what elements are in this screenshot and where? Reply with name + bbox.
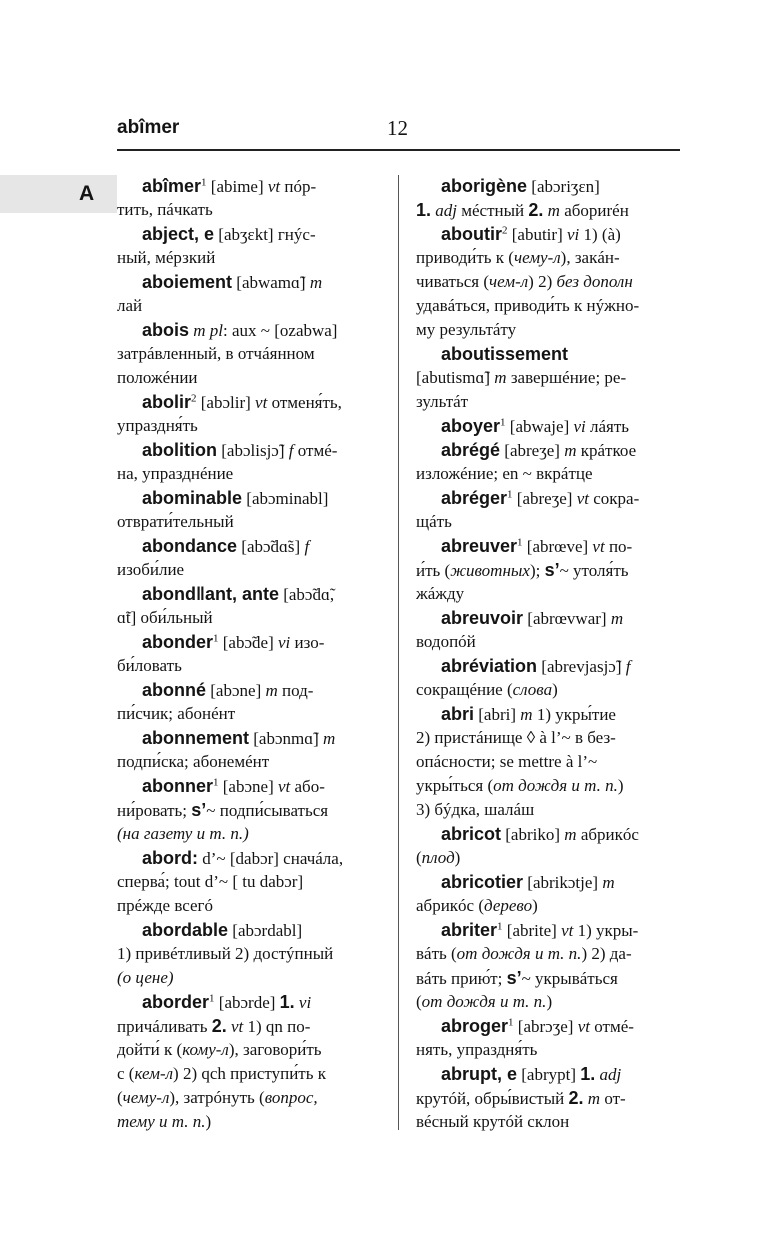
entry-text: ) 2) <box>528 272 557 291</box>
italic-text: vt <box>277 777 291 796</box>
continuation-line <box>117 1014 373 1038</box>
entry-text: крутóй, обры́вистый <box>416 1089 569 1108</box>
entry-text: ) <box>552 680 558 699</box>
entry-text: [abrite] <box>502 921 562 940</box>
entry-text: [abrœve] <box>522 537 593 556</box>
entry-line <box>416 870 680 894</box>
column-divider <box>398 175 399 1130</box>
headword: s’ <box>544 560 560 580</box>
entry-text: дойти́ к ( <box>117 1040 183 1059</box>
italic-text: от дождя и т. п. <box>493 776 618 795</box>
entry-text: [abɔlisjɔ̃] <box>217 441 289 460</box>
italic-text: (о цене) <box>117 968 174 987</box>
headword: abrégé <box>441 440 501 460</box>
entry-text: ) <box>617 776 624 795</box>
entry-text: [abrœvwar] <box>523 609 611 628</box>
entry-line <box>416 654 680 678</box>
entry-text: ) <box>454 848 461 867</box>
entry-text: 3) бýдка, шалáш <box>416 800 535 819</box>
entry-text: 1) укры́тие <box>532 705 616 724</box>
italic-text: m <box>323 729 336 748</box>
entry-line <box>117 678 373 702</box>
entry-text: [abreʒe] <box>500 441 565 460</box>
left-column <box>117 174 373 1134</box>
entry-text: 1) привéтливый 2) достýпный <box>117 944 334 963</box>
entry-text: лáять <box>585 417 630 436</box>
continuation-line <box>117 942 373 966</box>
italic-text: чему-л <box>122 1088 170 1107</box>
italic-text: m <box>564 825 577 844</box>
italic-text: m <box>587 1089 601 1108</box>
entry-text: абориréн <box>559 201 629 220</box>
entry-text: [abɔnmɑ̃] <box>249 729 324 748</box>
entry-text: 1) (à) <box>579 225 621 244</box>
entry-line <box>416 486 680 510</box>
continuation-line <box>117 870 373 894</box>
headword: abréger <box>441 488 508 508</box>
entry-text: отврати́тельный <box>117 512 234 531</box>
headword: 1. <box>279 992 295 1012</box>
entry-text: 1) укры- <box>573 921 639 940</box>
entry-text: чиваться ( <box>416 272 490 291</box>
continuation-line <box>117 798 373 822</box>
continuation-line <box>416 390 680 414</box>
italic-text: m <box>610 609 624 628</box>
entry-text: изложéние; en ~ вкрáтце <box>416 464 593 483</box>
continuation-line <box>416 582 680 606</box>
entry-text: [abrɔʒe] <box>513 1017 578 1036</box>
continuation-line <box>416 1038 680 1062</box>
entry-text: : aux ~ [ozabwa] <box>223 321 338 340</box>
entry-text: вáть прию́т; <box>416 969 507 988</box>
entry-text: ( <box>117 1088 123 1107</box>
entry-text: укры́ться ( <box>416 776 494 795</box>
superscript-index: 1 <box>213 632 219 645</box>
continuation-line <box>416 990 680 1014</box>
entry-text: ɑ̃t] оби́льный <box>117 608 213 627</box>
superscript-index: 2 <box>191 392 197 405</box>
entry-text: [abrevjasjɔ̃] <box>537 657 626 676</box>
headword: abord: <box>142 848 198 868</box>
headword: aborder <box>142 992 210 1012</box>
continuation-line <box>117 1110 373 1134</box>
entry-text: [abime] <box>206 177 268 196</box>
italic-text: f <box>288 441 294 460</box>
entry-text: ), закáн- <box>560 248 620 267</box>
header-rule <box>117 149 680 151</box>
italic-text: m <box>265 681 278 700</box>
italic-text: от дождя и т. п. <box>456 944 582 963</box>
entry-line <box>117 726 373 750</box>
continuation-line <box>117 558 373 582</box>
continuation-line <box>416 750 680 774</box>
italic-text: слова <box>512 680 553 699</box>
headword: abrupt, e <box>441 1064 518 1084</box>
italic-text: vt <box>267 177 281 196</box>
entry-text: и́ть ( <box>416 561 451 580</box>
entry-text: [abri] <box>474 705 521 724</box>
headword: abonner <box>142 776 214 796</box>
entry-text: ) <box>205 1112 212 1131</box>
italic-text: m <box>602 873 615 892</box>
continuation-line <box>117 366 373 390</box>
superscript-index: 1 <box>508 1016 514 1029</box>
entry-line <box>416 1014 680 1038</box>
entry-text: [abʒɛkt] гнýс- <box>214 225 316 244</box>
entry-text: ~ подпи́сываться <box>206 801 329 820</box>
entry-text: [abɔminabl] <box>242 489 329 508</box>
italic-text: плод <box>421 848 455 867</box>
continuation-line <box>117 1038 373 1062</box>
headword: aboiement <box>142 272 233 292</box>
italic-text: vi <box>277 633 291 652</box>
headword: abondance <box>142 536 238 556</box>
entry-text: [abwaje] <box>505 417 574 436</box>
italic-text: m pl <box>193 321 224 340</box>
superscript-index: 1 <box>213 776 219 789</box>
entry-text: жáжду <box>416 584 465 603</box>
headword: abolition <box>142 440 217 460</box>
headword: 2. <box>528 200 544 220</box>
entry-line <box>117 390 373 414</box>
entry-text: абрикóс ( <box>416 896 485 915</box>
entry-text: зультáт <box>416 392 469 411</box>
entry-text: [abreʒe] <box>512 489 577 508</box>
entry-text: [abriko] <box>501 825 565 844</box>
entry-line <box>416 534 680 558</box>
entry-line <box>117 270 373 294</box>
entry-text: от- <box>600 1089 626 1108</box>
headword: s’ <box>506 968 522 988</box>
continuation-line <box>416 774 680 798</box>
entry-line <box>117 438 373 462</box>
entry-line <box>416 222 680 246</box>
headword: abonnement <box>142 728 250 748</box>
headword: abîmer <box>142 176 202 196</box>
continuation-line <box>117 1086 373 1110</box>
continuation-line <box>117 606 373 630</box>
continuation-line <box>416 366 680 390</box>
continuation-line <box>416 798 680 822</box>
entry-text: опáсности; se mettre à l’~ <box>416 752 598 771</box>
entry-text: ) <box>546 992 553 1011</box>
entry-text: d’~ [dabɔr] сначáла, <box>198 849 344 868</box>
entry-text: лай <box>117 296 143 315</box>
entry-text: [abutir] <box>507 225 567 244</box>
headword: abreuvoir <box>441 608 524 628</box>
entry-line <box>416 342 680 366</box>
entry-text: отмé- <box>589 1017 634 1036</box>
continuation-line <box>416 942 680 966</box>
entry-text: водопóй <box>416 632 476 651</box>
entry-text: [abɔ̃dɑ̃, <box>278 585 335 604</box>
italic-text: vi <box>298 993 312 1012</box>
continuation-line <box>117 294 373 318</box>
italic-text: тему и т. п. <box>117 1112 206 1131</box>
entry-line <box>416 606 680 630</box>
headword: s’ <box>191 800 207 820</box>
entry-text: 1) qn по- <box>243 1017 311 1036</box>
entry-text: прéжде всегó <box>117 896 214 915</box>
italic-text: m <box>494 368 507 387</box>
headword: aboyer <box>441 416 501 436</box>
superscript-index: 1 <box>517 536 523 549</box>
letter-thumb-tab <box>0 175 117 213</box>
entry-text: му результáту <box>416 320 517 339</box>
continuation-line <box>117 702 373 726</box>
continuation-line <box>117 246 373 270</box>
entry-text: приводи́ть к ( <box>416 248 514 267</box>
headword: abricotier <box>441 872 524 892</box>
italic-text: adj <box>435 201 457 220</box>
entry-line <box>117 222 373 246</box>
entry-line <box>416 822 680 846</box>
headword: 2. <box>211 1016 227 1036</box>
italic-text: дерево <box>484 896 533 915</box>
entry-text: мéстный <box>457 201 529 220</box>
continuation-line <box>416 510 680 534</box>
continuation-line <box>416 630 680 654</box>
page-number: 12 <box>387 116 408 140</box>
entry-text: отменя́ть, <box>267 393 342 412</box>
headword: abominable <box>142 488 243 508</box>
entry-text: положéнии <box>117 368 198 387</box>
superscript-index: 1 <box>500 416 506 429</box>
entry-line <box>117 318 373 342</box>
headword: abject, e <box>142 224 215 244</box>
entry-text: ) 2) qch приступи́ть к <box>173 1064 326 1083</box>
continuation-line <box>117 966 373 990</box>
entry-text: ( <box>416 848 422 867</box>
italic-text: m <box>520 705 533 724</box>
continuation-line <box>416 678 680 702</box>
continuation-line <box>117 822 373 846</box>
headword: aboutir <box>441 224 502 244</box>
entry-text: затрáвленный, в отчáянном <box>117 344 315 363</box>
italic-text: от дождя и т. п. <box>421 992 547 1011</box>
continuation-line <box>416 318 680 342</box>
continuation-line <box>416 894 680 918</box>
headword: 1. <box>416 200 432 220</box>
superscript-index: 2 <box>502 224 508 237</box>
continuation-line <box>117 462 373 486</box>
headword: abri <box>441 704 475 724</box>
entry-line <box>416 918 680 942</box>
entry-line <box>416 414 680 438</box>
italic-text: vt <box>592 537 605 556</box>
entry-text: нять, упраздня́ть <box>416 1040 538 1059</box>
entry-line <box>117 630 373 654</box>
running-header-word: abîmer <box>117 117 180 138</box>
entry-text: ~ укрывáться <box>521 969 618 988</box>
entry-text: под- <box>277 681 314 700</box>
entry-line <box>416 702 680 726</box>
headword: aborigène <box>441 176 528 196</box>
entry-text: би́ловать <box>117 656 182 675</box>
entry-text: [abɔrdabl] <box>228 921 303 940</box>
entry-line <box>117 846 373 870</box>
italic-text: кому-л <box>182 1040 229 1059</box>
entry-line <box>416 1062 680 1086</box>
headword: abroger <box>441 1016 509 1036</box>
entry-text: [abɔne] <box>206 681 266 700</box>
entry-text: на, упразднéние <box>117 464 234 483</box>
continuation-line <box>416 558 680 582</box>
italic-text: vi <box>566 225 580 244</box>
entry-text: причáливать <box>117 1017 212 1036</box>
entry-text: с ( <box>117 1064 135 1083</box>
entry-text: ) <box>532 896 538 915</box>
continuation-line <box>117 510 373 534</box>
continuation-line <box>416 726 680 750</box>
entry-text: ) 2) да- <box>581 944 632 963</box>
entry-line <box>117 174 373 198</box>
headword: abond‖ant, ante <box>142 584 279 604</box>
entry-text: ( <box>416 992 422 1011</box>
italic-text: m <box>547 201 560 220</box>
entry-text: ), заговори́ть <box>228 1040 322 1059</box>
entry-text: вáть ( <box>416 944 457 963</box>
entry-text: [abɔlir] <box>196 393 256 412</box>
superscript-index: 1 <box>201 176 207 189</box>
entry-text: пи́счик; абонéнт <box>117 704 236 723</box>
entry-text: удавáться, приводи́ть к нýжно- <box>416 296 640 315</box>
continuation-line <box>117 894 373 918</box>
entry-text: ), затрóнуть ( <box>169 1088 265 1107</box>
italic-text: vi <box>573 417 586 436</box>
entry-text: вéсный крутóй склон <box>416 1112 570 1131</box>
italic-text: без дополн <box>556 272 633 291</box>
entry-text: [abɔrde] <box>214 993 280 1012</box>
entry-text: 2) пристáнище ◊ à l’~ в без- <box>416 728 616 747</box>
headword: abois <box>142 320 190 340</box>
entry-line <box>416 174 680 198</box>
continuation-line <box>416 1110 680 1134</box>
headword: aboutissement <box>441 344 569 364</box>
entry-text: завершéние; ре- <box>506 368 627 387</box>
continuation-line <box>416 1086 680 1110</box>
headword: abonder <box>142 632 214 652</box>
entry-line <box>117 918 373 942</box>
italic-text: m <box>564 441 577 460</box>
entry-line <box>117 534 373 558</box>
italic-text: кем-л <box>134 1064 174 1083</box>
italic-text: вопрос, <box>264 1088 318 1107</box>
superscript-index: 1 <box>497 920 503 933</box>
entry-text: [abutismɑ̃] <box>416 368 495 387</box>
entry-text: [abrypt] <box>517 1065 581 1084</box>
continuation-line <box>117 342 373 366</box>
continuation-line <box>117 654 373 678</box>
entry-text: изо- <box>290 633 325 652</box>
entry-text: [abɔ̃de] <box>218 633 278 652</box>
italic-text: vt <box>230 1017 244 1036</box>
entry-line <box>117 486 373 510</box>
superscript-index: 1 <box>209 992 215 1005</box>
entry-text: [abɔ̃dɑ̃s] <box>237 537 305 556</box>
entry-text: абрикóс <box>576 825 639 844</box>
entry-text: упраздня́ть <box>117 416 198 435</box>
entry-line <box>416 438 680 462</box>
italic-text: vt <box>561 921 574 940</box>
italic-text: f <box>625 657 631 676</box>
entry-text: сперва́; tout d’~ [ tu dabɔr] <box>117 872 304 891</box>
entry-text: [abɔriʒɛn] <box>527 177 600 196</box>
continuation-line <box>117 750 373 774</box>
entry-line <box>117 990 373 1014</box>
italic-text: чему-л <box>513 248 561 267</box>
entry-text: изоби́лие <box>117 560 185 579</box>
italic-text: животных <box>450 561 530 580</box>
entry-text: сокращéние ( <box>416 680 513 699</box>
entry-text: подпи́ска; абонемéнт <box>117 752 270 771</box>
entry-text: пóр- <box>280 177 317 196</box>
superscript-index: 1 <box>507 488 513 501</box>
entry-text: ный, мéрзкий <box>117 248 216 267</box>
continuation-line <box>416 462 680 486</box>
entry-text: по- <box>604 537 633 556</box>
italic-text: m <box>309 273 323 292</box>
entry-line <box>117 582 373 606</box>
continuation-line <box>117 198 373 222</box>
italic-text: adj <box>599 1065 622 1084</box>
entry-text: ~ утоля́ть <box>559 561 629 580</box>
italic-text: f <box>304 537 310 556</box>
continuation-line <box>416 246 680 270</box>
headword: abreuver <box>441 536 518 556</box>
entry-text: [abwamɑ̃] <box>232 273 310 292</box>
right-column <box>416 174 680 1134</box>
entry-text: [abrikɔtje] <box>523 873 603 892</box>
headword: 2. <box>568 1088 584 1108</box>
italic-text: чем-л <box>489 272 529 291</box>
entry-text: щáть <box>416 512 452 531</box>
continuation-line <box>416 294 680 318</box>
entry-text: сокра- <box>589 489 640 508</box>
entry-text: тить, пáчкать <box>117 200 213 219</box>
headword: abolir <box>142 392 192 412</box>
headword: abonné <box>142 680 207 700</box>
entry-text: крáткое <box>576 441 637 460</box>
entry-line <box>117 774 373 798</box>
headword: abriter <box>441 920 498 940</box>
entry-text: або- <box>290 777 325 796</box>
continuation-line <box>117 1062 373 1086</box>
entry-text: отмé- <box>293 441 338 460</box>
entry-text: [abɔne] <box>218 777 278 796</box>
italic-text: vt <box>255 393 268 412</box>
continuation-line <box>117 414 373 438</box>
continuation-line <box>416 198 680 222</box>
continuation-line <box>416 270 680 294</box>
continuation-line <box>416 846 680 870</box>
headword: abordable <box>142 920 229 940</box>
letter-tab-label: A <box>79 182 95 205</box>
continuation-line <box>416 966 680 990</box>
headword: abréviation <box>441 656 538 676</box>
italic-text: (на газету и т. п.) <box>117 824 249 843</box>
headword: abricot <box>441 824 502 844</box>
entry-text: ни́ровать; <box>117 801 192 820</box>
headword: 1. <box>580 1064 596 1084</box>
italic-text: vt <box>576 489 589 508</box>
entry-text: ); <box>529 561 545 580</box>
italic-text: vt <box>577 1017 590 1036</box>
